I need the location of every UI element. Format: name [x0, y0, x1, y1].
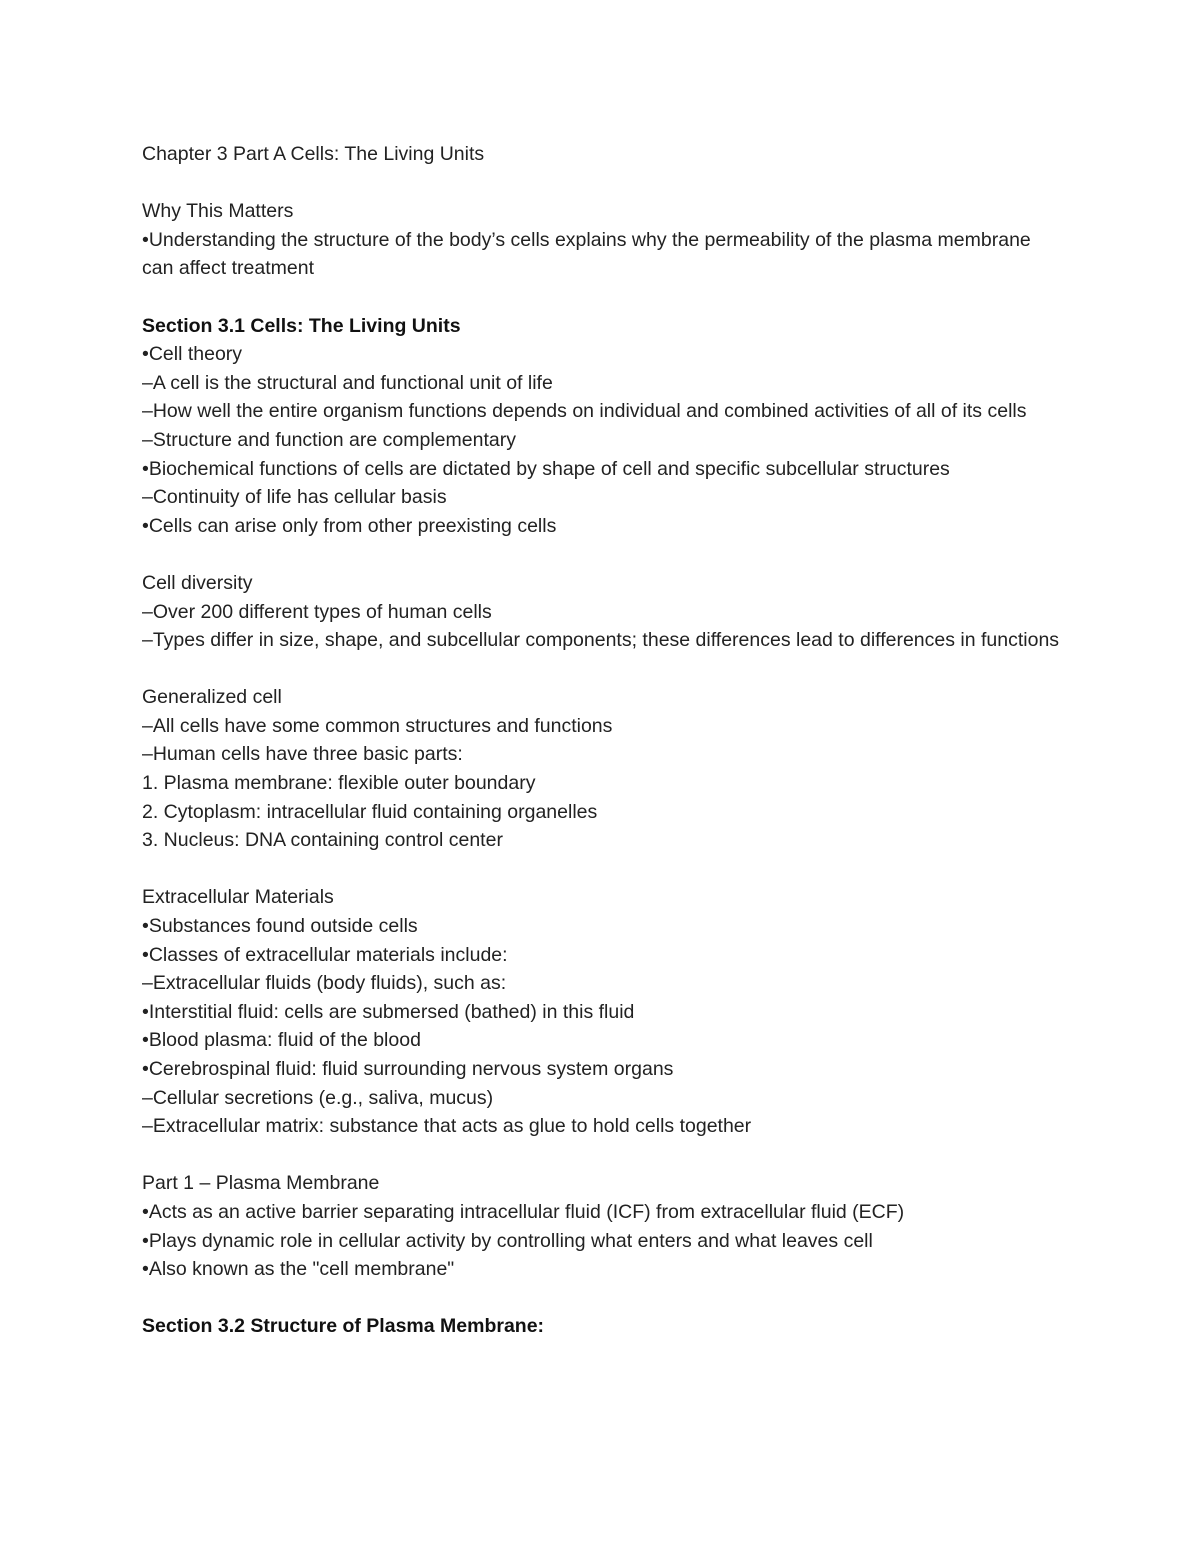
spacer [142, 1284, 1062, 1313]
extracellular-heading: Extracellular Materials [142, 886, 334, 909]
spacer [142, 169, 1062, 198]
list-item: –How well the entire organism functions depends on individual and combined activities of all of its cells [142, 400, 1027, 423]
list-item: •Interstitial fluid: cells are submersed (bathed) in this fluid [142, 1000, 635, 1023]
list-item: •Acts as an active barrier separating intracellular fluid (ICF) from extracellular fluid (ECF) [142, 1200, 905, 1223]
spacer [142, 855, 1062, 884]
list-item: –Types differ in size, shape, and subcellular components; these differences lead to differences in functions [142, 629, 1060, 652]
part-1-heading: Part 1 – Plasma Membrane [142, 1172, 380, 1195]
list-item: •Cell theory [142, 343, 243, 366]
spacer [142, 655, 1062, 684]
list-item: •Also known as the "cell membrane" [142, 1258, 455, 1281]
spacer [142, 540, 1062, 569]
cell-diversity-heading: Cell diversity [142, 571, 253, 594]
list-item: –Human cells have three basic parts: [142, 743, 463, 766]
section-3-1-heading: Section 3.1 Cells: The Living Units [142, 314, 461, 337]
list-item: –Extracellular matrix: substance that acts as glue to hold cells together [142, 1115, 752, 1138]
spacer [142, 283, 1062, 312]
list-item: –Structure and function are complementary [142, 428, 516, 451]
list-item: •Plays dynamic role in cellular activity by controlling what enters and what leaves cell [142, 1229, 873, 1252]
section-3-2-heading: Section 3.2 Structure of Plasma Membrane: [142, 1315, 545, 1338]
spacer [142, 1141, 1062, 1170]
why-matters-text: •Understanding the structure of the body’s cells explains why the permeability of the plasma membrane can affect treatment [142, 228, 1031, 280]
list-item: •Substances found outside cells [142, 915, 418, 938]
list-item: •Biochemical functions of cells are dictated by shape of cell and specific subcellular structures [142, 457, 950, 480]
list-item: •Blood plasma: fluid of the blood [142, 1029, 421, 1052]
list-item: •Cerebrospinal fluid: fluid surrounding nervous system organs [142, 1058, 674, 1080]
list-item: –A cell is the structural and functional unit of life [142, 371, 553, 394]
generalized-cell-heading: Generalized cell [142, 686, 282, 709]
list-item: •Classes of extracellular materials include: [142, 943, 508, 966]
list-item: –Over 200 different types of human cells [142, 600, 492, 623]
list-item: 1. Plasma membrane: flexible outer boundary [142, 772, 536, 795]
chapter-title: Chapter 3 Part A Cells: The Living Units [142, 143, 485, 165]
list-item: •Cells can arise only from other preexisting cells [142, 514, 557, 537]
document-body [142, 140, 1062, 1341]
why-matters-heading: Why This Matters [142, 200, 294, 223]
list-item: –All cells have some common structures and functions [142, 714, 613, 737]
list-item: –Continuity of life has cellular basis [142, 486, 447, 509]
list-item: 3. Nucleus: DNA containing control center [142, 829, 503, 852]
list-item: –Cellular secretions (e.g., saliva, mucus) [142, 1086, 494, 1109]
list-item: 2. Cytoplasm: intracellular fluid containing organelles [142, 800, 598, 823]
list-item: –Extracellular fluids (body fluids), such as: [142, 972, 507, 995]
